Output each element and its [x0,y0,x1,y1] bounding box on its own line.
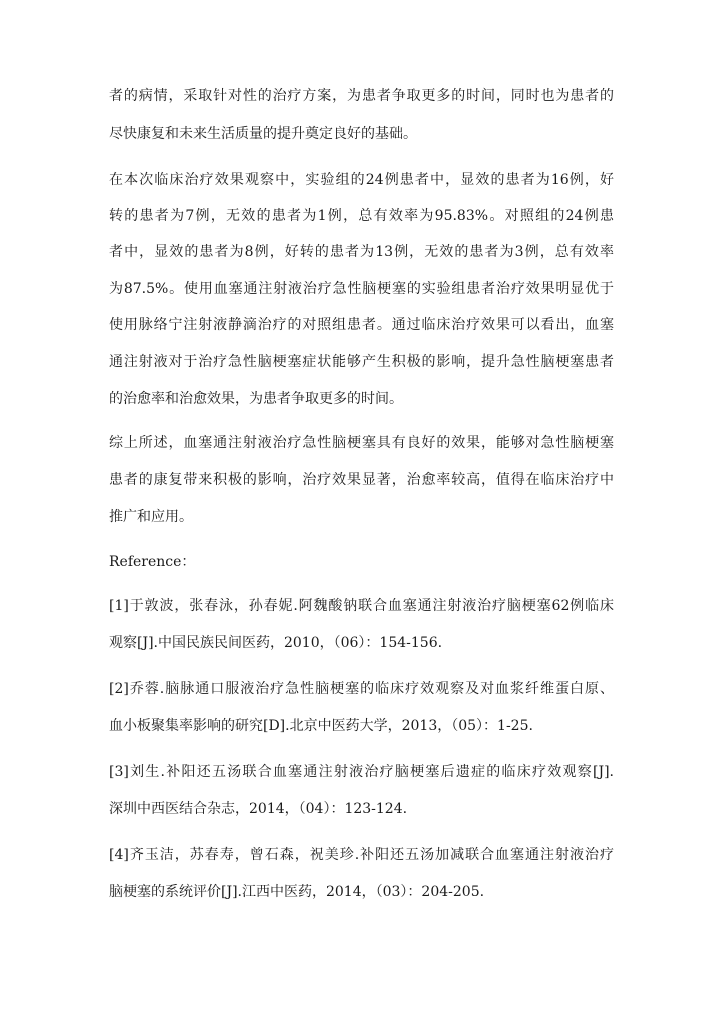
body-paragraph-2-line-7: 的治愈率和治愈效果，为患者争取更多的时间。 [109,391,403,407]
body-paragraph-2-line-4: 为87.5%。使用血塞通注射液治疗急性脑梗塞的实验组患者治疗效果明显优于 [109,281,614,297]
reference-4-line-1: [4]齐玉洁，苏春寿，曾石森，祝美珍.补阳还五汤加减联合血塞通注射液治疗 [109,847,614,863]
body-paragraph-1-line-2: 尽快康复和未来生活质量的提升奠定良好的基础。 [109,126,417,142]
reference-3-line-2: 深圳中西医结合杂志，2014，（04）：123-124. [109,801,408,817]
body-paragraph-2-line-1: 在本次临床治疗效果观察中，实验组的24例患者中，显效的患者为16例，好 [109,172,614,188]
body-paragraph-2-line-2: 转的患者为7例，无效的患者为1例，总有效率为95.83%。对照组的24例患 [109,208,614,224]
body-paragraph-3-line-1: 综上所述，血塞通注射液治疗急性脑梗塞具有良好的效果，能够对急性脑梗塞 [109,435,614,451]
reference-1-line-1: [1]于敦波，张春泳，孙春妮.阿魏酸钠联合血塞通注射液治疗脑梗塞62例临床 [109,598,614,614]
reference-heading: Reference： [109,554,196,570]
body-paragraph-3-line-3: 推广和应用。 [109,509,193,525]
body-paragraph-2-line-6: 通注射液对于治疗急性脑梗塞症状能够产生积极的影响，提升急性脑梗塞患者 [109,354,614,370]
reference-1-line-2: 观察[J].中国民族民间医药，2010，（06）：154-156. [109,635,443,651]
body-paragraph-1-line-1: 者的病情，采取针对性的治疗方案，为患者争取更多的时间，同时也为患者的 [109,88,614,104]
reference-3-line-1: [3]刘生.补阳还五汤联合血塞通注射液治疗脑梗塞后遗症的临床疗效观察[J]. [109,764,614,780]
reference-2-line-1: [2]乔蓉.脑脉通口服液治疗急性脑梗塞的临床疗效观察及对血浆纤维蛋白原、 [109,681,614,697]
reference-4-line-2: 脑梗塞的系统评价[J].江西中医药，2014，（03）：204-205. [109,884,485,900]
body-paragraph-2-line-3: 者中，显效的患者为8例，好转的患者为13例，无效的患者为3例，总有效率 [109,244,614,260]
reference-2-line-2: 血小板聚集率影响的研究[D].北京中医药大学，2013，（05）：1-25. [109,718,533,734]
body-paragraph-3-line-2: 患者的康复带来积极的影响，治疗效果显著，治愈率较高，值得在临床治疗中 [109,472,614,488]
body-paragraph-2-line-5: 使用脉络宁注射液静滴治疗的对照组患者。通过临床治疗效果可以看出，血塞 [109,317,614,333]
